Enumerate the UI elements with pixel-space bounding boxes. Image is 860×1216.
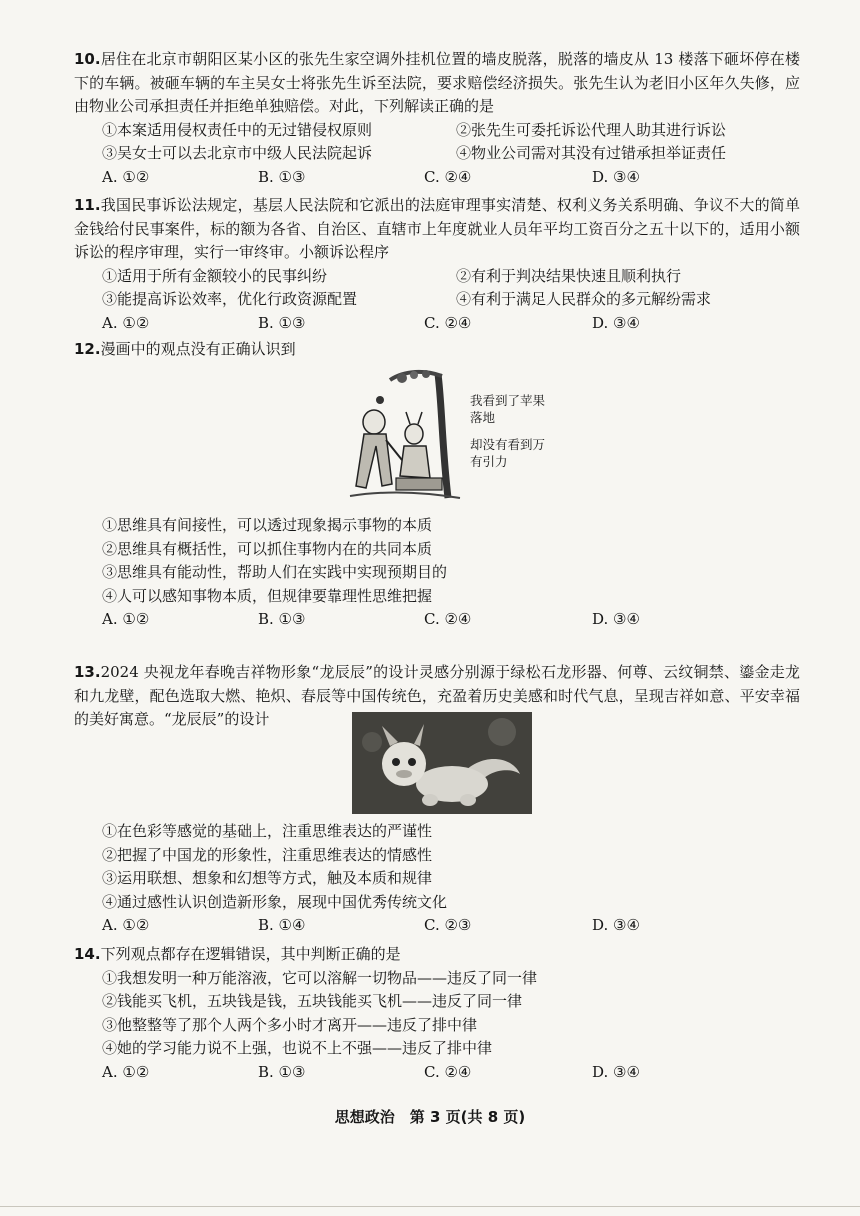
option-c[interactable]: C. ②④ [424, 610, 472, 628]
statement-2: ②张先生可委托诉讼代理人助其进行诉讼 [456, 120, 727, 139]
option-c[interactable]: C. ②④ [424, 1062, 472, 1081]
cartoon-figure [330, 366, 550, 506]
option-b[interactable]: B. ①④ [258, 916, 306, 934]
question-stem: 12.漫画中的观点没有正确认识到 [74, 340, 296, 358]
option-c[interactable]: C. ②④ [424, 167, 472, 186]
option-a[interactable]: A. ①② [102, 313, 150, 332]
statement-3: ③运用联想、想象和幻想等方式，触及本质和规律 [102, 869, 433, 887]
option-b[interactable]: B. ①③ [258, 610, 306, 628]
statement-row [74, 288, 800, 312]
question-stem: 10.居住在北京市朝阳区某小区的张先生家空调外挂机位置的墙皮脱落，脱落的墙皮从 13 楼落下砸坏停在楼下的车辆。被砸车辆的车主吴女士将张先生诉至法院，要求赔偿经济损失。张先生认为老旧小区年久失修，应由物业公司承担责任并拒绝单独赔偿。对此，下列解读正确的是 [74, 50, 800, 115]
statement-1: ①在色彩等感觉的基础上，注重思维表达的严谨性 [102, 822, 433, 840]
question-10 [74, 48, 800, 189]
statement-2: ②有利于判决结果快速且顺利执行 [456, 266, 682, 285]
answer-options [74, 166, 800, 190]
option-a[interactable]: A. ①② [102, 916, 150, 934]
question-stem: 14.下列观点都存在逻辑错误，其中判断正确的是 [74, 945, 401, 963]
mascot-image [352, 712, 532, 814]
cartoon-illustration [330, 366, 470, 506]
question-13-body [74, 820, 800, 938]
statement-3: ③他整整等了那个人两个多小时才离开——违反了排中律 [102, 1015, 478, 1034]
question-12 [74, 338, 800, 362]
statement-2: ②钱能买飞机，五块钱是钱，五块钱能买飞机——违反了同一律 [102, 992, 523, 1010]
statement-3: ③能提高诉讼效率，优化行政资源配置 [102, 290, 358, 308]
question-number: 11. [74, 196, 101, 214]
statement-4: ④物业公司需对其没有过错承担举证责任 [456, 144, 727, 162]
question-number: 13. [74, 663, 101, 681]
option-b[interactable]: B. ①③ [258, 1062, 306, 1081]
page-footer: 思想政治 第 3 页(共 8 页) [334, 1108, 526, 1126]
option-c[interactable]: C. ②④ [424, 313, 472, 332]
question-14 [74, 943, 800, 1084]
question-number: 14. [74, 945, 101, 963]
option-d[interactable]: D. ③④ [592, 610, 640, 628]
statement-1: ①本案适用侵权责任中的无过错侵权原则 [102, 120, 373, 139]
statement-1: ①我想发明一种万能溶液，它可以溶解一切物品——违反了同一律 [102, 968, 538, 987]
page-edge-divider [0, 1206, 860, 1207]
statement-4: ④人可以感知事物本质，但规律要靠理性思维把握 [102, 586, 433, 605]
answer-options [74, 1061, 800, 1085]
statement-3: ③思维具有能动性，帮助人们在实践中实现预期目的 [102, 563, 448, 581]
statement-row [74, 119, 800, 143]
statement-3: ③吴女士可以去北京市中级人民法院起诉 [102, 144, 373, 162]
option-b[interactable]: B. ①③ [258, 313, 306, 332]
statement-2: ②把握了中国龙的形象性，注重思维表达的情感性 [102, 845, 433, 864]
question-11 [74, 194, 800, 335]
option-d[interactable]: D. ③④ [592, 1062, 640, 1081]
answer-options [74, 608, 800, 632]
answer-options [74, 914, 800, 938]
answer-options [74, 312, 800, 336]
option-a[interactable]: A. ①② [102, 1062, 150, 1081]
statement-row [74, 265, 800, 289]
cartoon-caption-2: 却没有看到万有引力 [470, 437, 546, 469]
question-12-body [74, 514, 800, 632]
option-d[interactable]: D. ③④ [592, 916, 640, 934]
statement-row [74, 142, 800, 166]
question-stem: 13.2024 央视龙年春晚吉祥物形象“龙辰辰”的设计灵感分别源于绿松石龙形器、何尊、云纹铜禁、鎏金走龙和九龙壁，配色选取大燃、艳炽、春辰等中国传统色，充盈着历史美感和时代气息，呈现吉祥如意、平安幸福的美好寓意。“龙辰辰”的设计 [74, 663, 800, 728]
option-c[interactable]: C. ②③ [424, 916, 472, 934]
option-a[interactable]: A. ①② [102, 610, 150, 628]
option-d[interactable]: D. ③④ [592, 313, 640, 332]
statement-1: ①适用于所有金额较小的民事纠纷 [102, 266, 328, 285]
statement-4: ④有利于满足人民群众的多元解纷需求 [456, 290, 712, 308]
question-stem: 11.我国民事诉讼法规定，基层人民法院和它派出的法庭审理事实清楚、权利义务关系明确、争议不大的简单金钱给付民事案件，标的额为各省、自治区、直辖市上年度就业人员年平均工资百分之五十以下的，适用小额诉讼的程序审理，实行一审终审。小额诉讼程序 [74, 196, 800, 261]
dragon-mascot-illustration [352, 712, 532, 814]
statement-1: ①思维具有间接性，可以透过现象揭示事物的本质 [102, 516, 433, 534]
statement-2: ②思维具有概括性，可以抓住事物内在的共同本质 [102, 539, 433, 558]
option-d[interactable]: D. ③④ [592, 167, 640, 186]
option-b[interactable]: B. ①③ [258, 167, 306, 186]
cartoon-caption-1: 我看到了苹果落地 [470, 393, 546, 425]
statement-4: ④她的学习能力说不上强，也说不上不强——违反了排中律 [102, 1039, 493, 1057]
question-number: 10. [74, 50, 101, 68]
question-number: 12. [74, 340, 101, 358]
statement-4: ④通过感性认识创造新形象，展现中国优秀传统文化 [102, 892, 448, 911]
option-a[interactable]: A. ①② [102, 167, 150, 186]
